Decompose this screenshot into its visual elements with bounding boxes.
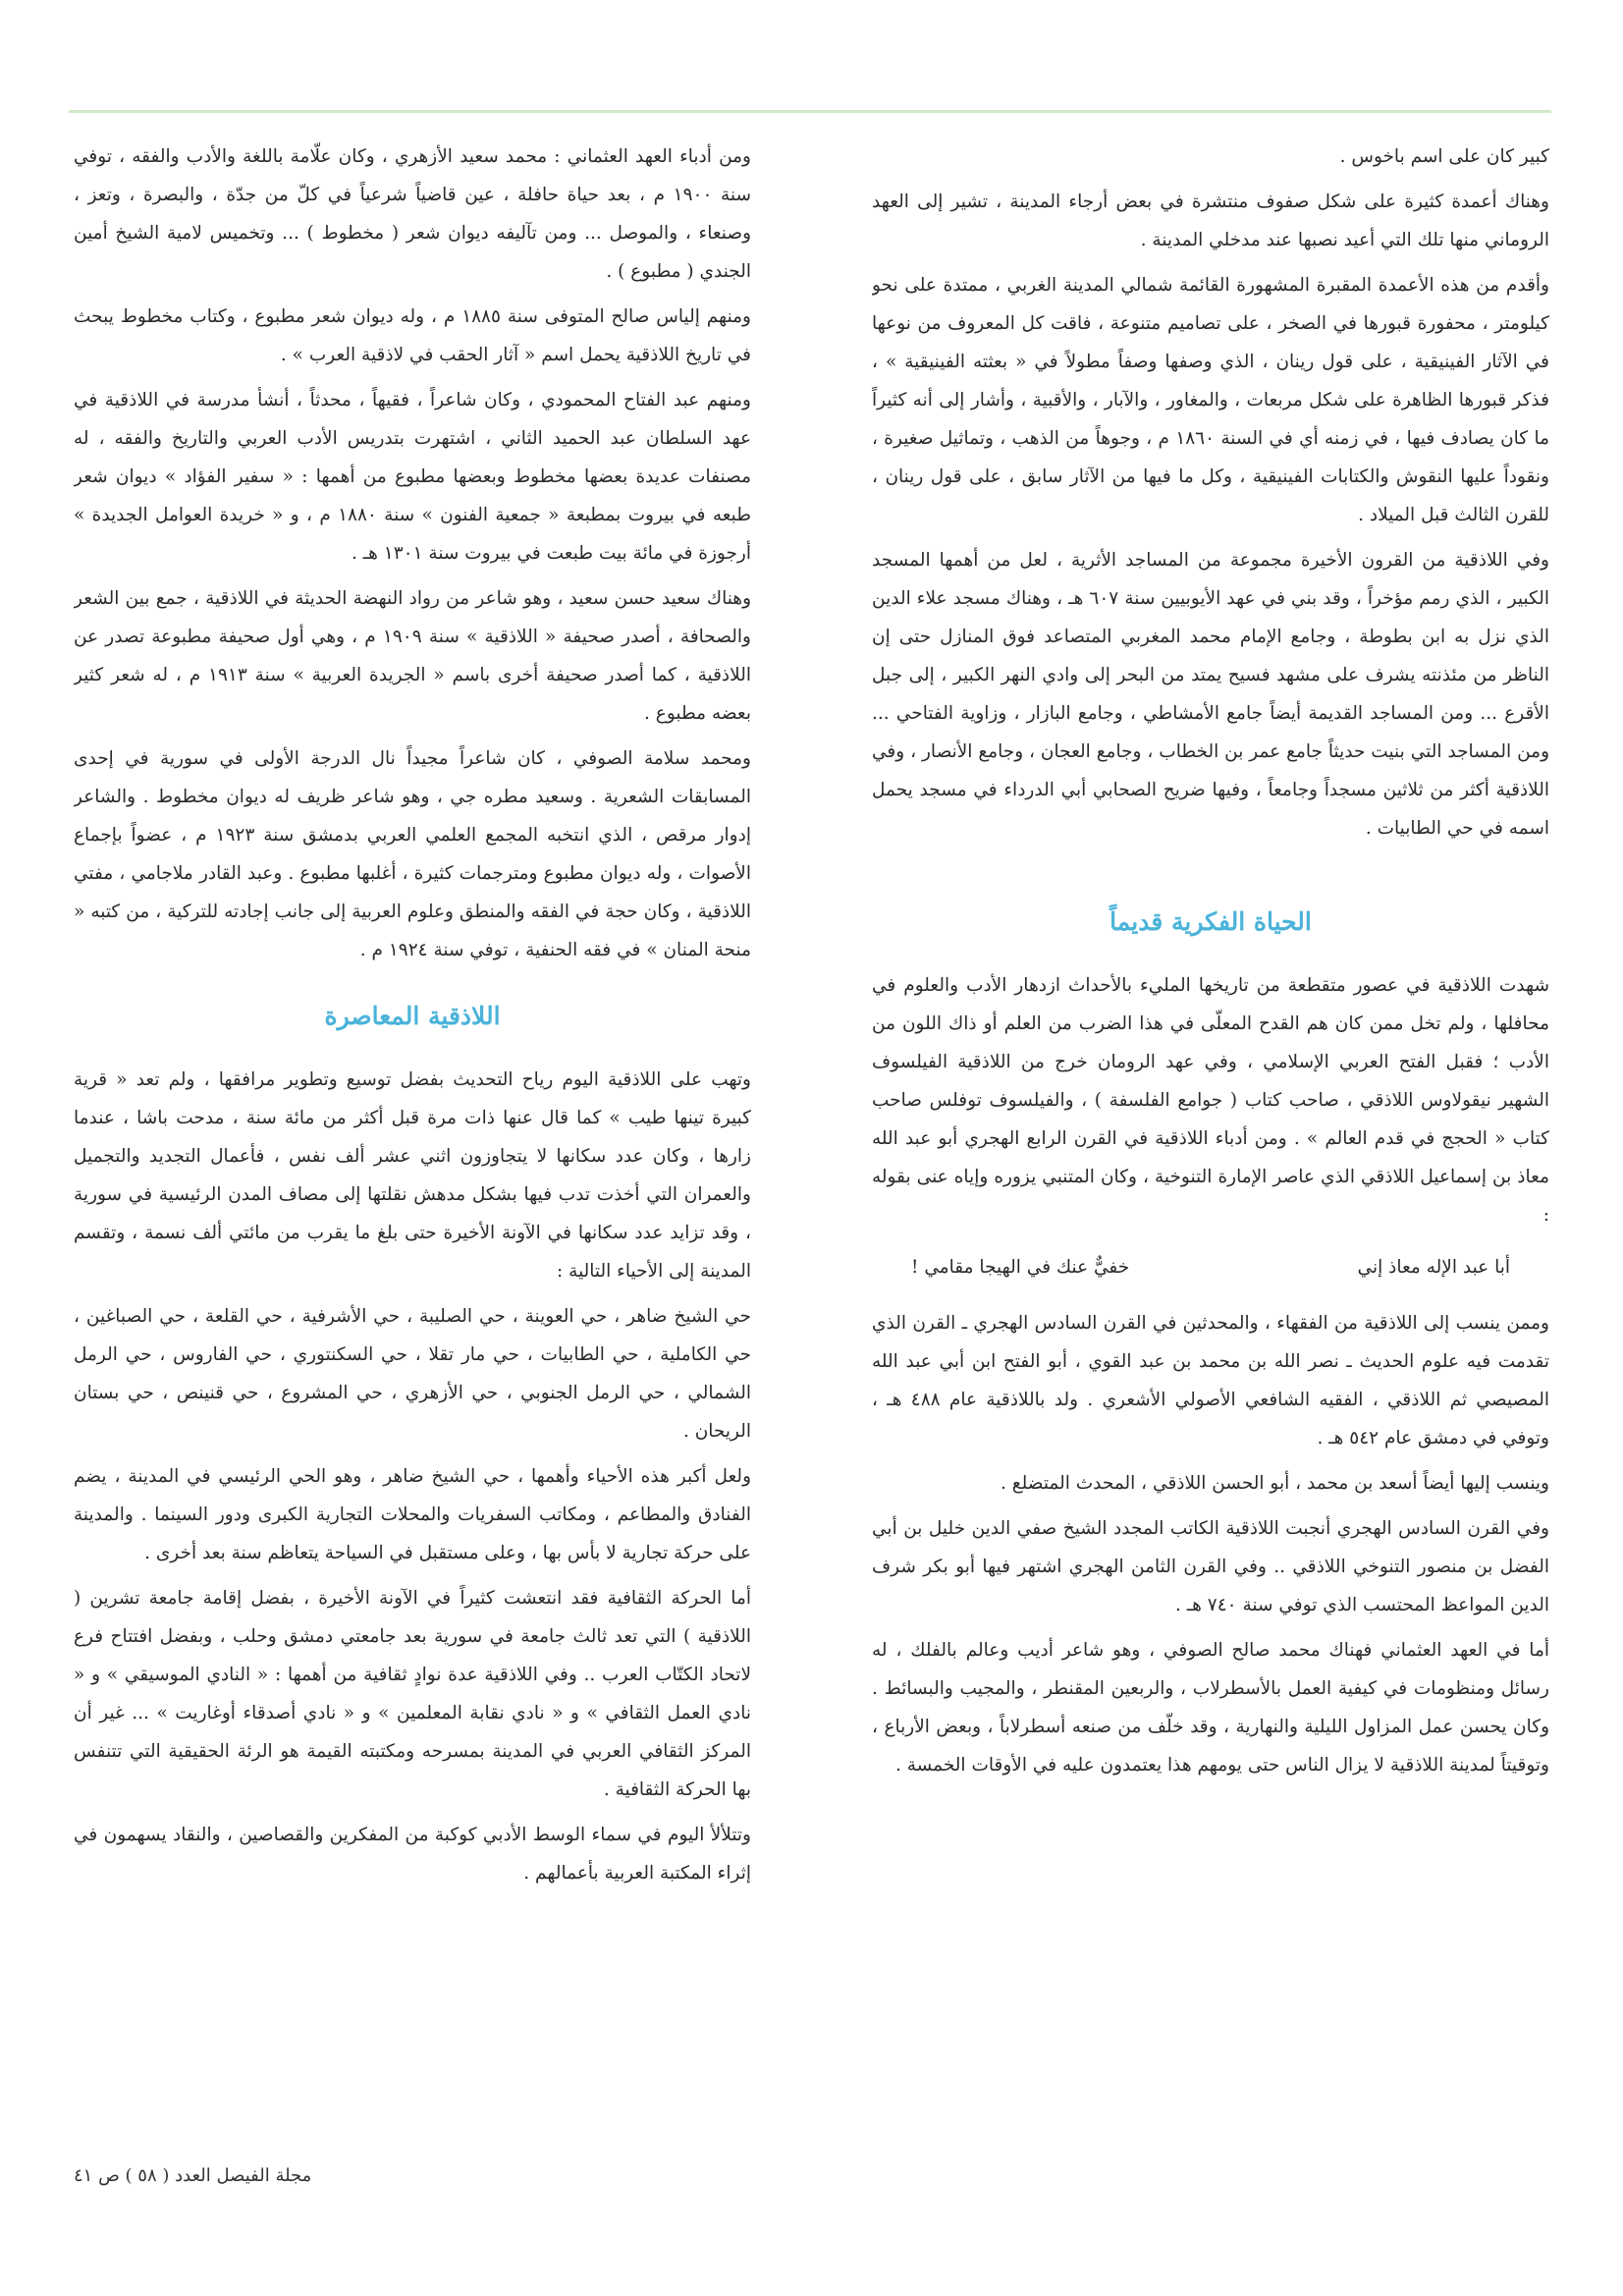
left-column xyxy=(74,137,751,2072)
paragraph: وفي اللاذقية من القرون الأخيرة مجموعة من المساجد الأثرية ، لعل من أهمها المسجد الكبير ، الذي رمم مؤخراً ، وقد بني في عهد الأيوبيين سنة ٦٠٧ هـ ، وهناك مسجد علاء الدين الذي نزل به ابن بطوطة ، وجامع الإمام محمد المغربي المتصاعد فوق المنازل حتى إن الناظر من مئذنته يشرف على مشهد فسيح يمتد من البحر إلى وادي النهر الكبير ، إلى جبل الأقرع ... ومن المساجد القديمة أيضاً جامع الأمشاطي ، وجامع البازار ، وزاوية الفتاحي ... ومن المساجد التي بنيت حديثاً جامع عمر بن الخطاب ، وجامع العجان ، وجامع الأنصار ، وفي اللاذقية أكثر من ثلاثين مسجداً وجامعاً ، وفيها ضريح الصحابي أبي الدرداء في مسجد يحمل اسمه في حي الطابيات . xyxy=(872,550,1549,839)
paragraph: وهناك أعمدة كثيرة على شكل صفوف منتشرة في بعض أرجاء المدينة ، تشير إلى العهد الروماني منها تلك التي أعيد نصبها عند مدخلي المدينة . xyxy=(872,191,1549,250)
paragraph: وتتلألأ اليوم في سماء الوسط الأدبي كوكبة من المفكرين والقصاصين ، والنقاد يسهمون في إثراء المكتبة العربية بأعمالهم . xyxy=(74,1825,751,1884)
paragraph: ومن أدباء العهد العثماني : محمد سعيد الأزهري ، وكان علّامة باللغة والأدب والفقه ، توفي سنة ١٩٠٠ م ، بعد حياة حافلة ، عين قاضياً شرعياً في كلّ من جدّة ، والبصرة ، وتعز ، وصنعاء ، والموصل ... ومن تآليفه ديوان شعر ( مخطوط ) ... وتخميس لامية الشيخ أمين الجندي ( مطبوع ) . xyxy=(74,146,751,282)
right-column xyxy=(872,137,1549,2102)
paragraph: ولعل أكبر هذه الأحياء وأهمها ، حي الشيخ ضاهر ، وهو الحي الرئيسي في المدينة ، يضم الفنادق والمطاعم ، ومكاتب السفريات والمحلات التجارية الكبرى ودور السينما . والمدينة على حركة تجارية لا بأس بها ، وعلى مستقبل في السياحة يتعاظم سنة بعد أخرى . xyxy=(74,1466,751,1563)
paragraph: ومحمد سلامة الصوفي ، كان شاعراً مجيداً نال الدرجة الأولى في سورية في إحدى المسابقات الشعرية . وسعيد مطره جي ، وهو شاعر ظريف له ديوان مخطوط . والشاعر إدوار مرقص ، الذي انتخبه المجمع العلمي العربي بدمشق سنة ١٩٢٣ م ، عضواً بإجماع الأصوات ، وله ديوان مطبوع ومترجمات كثيرة ، أغلبها مطبوع . وعبد القادر ملاجامي ، مفتي اللاذقية ، وكان حجة في الفقه والمنطق وعلوم العربية إلى جانب إجادته للتركية ، من كتبه « منحة المنان » في فقه الحنفية ، توفي سنة ١٩٢٤ م . xyxy=(74,748,751,960)
paragraph: كبير كان على اسم باخوس . xyxy=(1339,146,1549,167)
paragraph: وفي القرن السادس الهجري أنجبت اللاذقية الكاتب المجدد الشيخ صفي الدين خليل بن أبي الفضل بن منصور التنوخي اللاذقي .. وفي القرن الثامن الهجري اشتهر فيها أبو بكر شرف الدين المواعظ المحتسب الذي توفي سنة ٧٤٠ هـ . xyxy=(872,1518,1549,1615)
paragraph: وأقدم من هذه الأعمدة المقبرة المشهورة القائمة شمالي المدينة الغربي ، ممتدة على نحو كيلومتر ، محفورة قبورها في الصخر ، على تصاميم متنوعة ، فاقت كل المعروف من نوعها في الآثار الفينيقية ، على قول رينان ، الذي وصفها وصفاً مطولاً في « بعثته الفينيقية » ، فذكر قبورها الظاهرة على شكل مربعات ، والمغاور ، والآبار ، والأقبية ، وأشار إلى أنه كثيراً ما كان يصادف فيها ، في زمنه أي في السنة ١٨٦٠ م ، وجوهاً من الذهب ، وتماثيل صغيرة ، ونقوداً عليها النقوش والكتابات الفينيقية ، وكل ما فيها من الآثار سابق ، على قول رينان ، للقرن الثالث قبل الميلاد . xyxy=(872,275,1549,525)
paragraph: وتهب على اللاذقية اليوم رياح التحديث بفضل توسيع وتطوير مرافقها ، ولم تعد « قرية كبيرة تينها طيب » كما قال عنها ذات مرة قبل أكثر من مائة سنة ، مدحت باشا ، عندما زارها ، وكان عدد سكانها لا يتجاوزون اثني عشر ألف نفس ، فأعمال التجديد والتجميل والعمران التي أخذت تدب فيها بشكل مدهش نقلتها إلى مصاف المدن الرئيسية في سورية ، وقد تزايد عدد سكانها في الآونة الأخيرة حتى بلغ ما يقرب من مائتي ألف نسمة ، وتقسم المدينة إلى الأحياء التالية : xyxy=(74,1069,751,1282)
paragraph: ومنهم إلياس صالح المتوفى سنة ١٨٨٥ م ، وله ديوان شعر مطبوع ، وكتاب مخطوط يبحث في تاريخ اللاذقية يحمل اسم « آثار الحقب في لاذقية العرب » . xyxy=(74,306,751,365)
paragraph: حي الشيخ ضاهر ، حي العوينة ، حي الصليبة ، حي الأشرفية ، حي القلعة ، حي الصباغين ، حي الكاملية ، حي الطابيات ، حي مار تقلا ، حي السكنتوري ، حي الفاروس ، حي الرمل الشمالي ، حي الرمل الجنوبي ، حي الأزهري ، حي المشروع ، حي قنينص ، حي بستان الريحان . xyxy=(74,1306,751,1442)
paragraph: أما في العهد العثماني فهناك محمد صالح الصوفي ، وهو شاعر أديب وعالم بالفلك ، له رسائل ومنظومات في كيفية العمل بالأسطرلاب ، والربعين المقنطر ، والمجيب والبسائط . وكان يحسن عمل المزاول الليلية والنهارية ، وقد خلّف من صنعه أسطرلاباً ، وبعض الأرباع ، وتوقيتاً لمدينة اللاذقية لا يزال الناس حتى يومهم هذا يعتمدون عليه في الأوقات الخمسة . xyxy=(872,1640,1549,1776)
paragraph: وينسب إليها أيضاً أسعد بن محمد ، أبو الحسن اللاذقي ، المحدث المتضلع . xyxy=(1001,1473,1549,1494)
section-title-intellectual-life: الحياة الفكرية قديماً xyxy=(1109,907,1312,936)
verse-first-hemistich: أبا عبد الإله معاذ إني xyxy=(1357,1257,1510,1278)
paragraph: أما الحركة الثقافية فقد انتعشت كثيراً في الآونة الأخيرة ، بفضل إقامة جامعة تشرين ( اللاذقية ) التي تعد ثالث جامعة في سورية بعد جامعتي دمشق وحلب ، وبفضل افتتاح فرع لاتحاد الكتّاب العرب .. وفي اللاذقية عدة نوادٍ ثقافية من أهمها : « النادي الموسيقي » و « نادي العمل الثقافي » و « نادي نقابة المعلمين » و « نادي أصدقاء أوغاريت » ... غير أن المركز الثقافي العربي في المدينة بمسرحه ومكتبته القيمة هو الرئة الحقيقية التي تتنفس بها الحركة الثقافية . xyxy=(74,1588,751,1800)
paragraph: شهدت اللاذقية في عصور متقطعة من تاريخها المليء بالأحداث ازدهار الأدب والعلوم في محافلها ، ولم تخل ممن كان هم القدح المعلّى في هذا الضرب من العلم أو ذاك اللون من الأدب ؛ فقبل الفتح العربي الإسلامي ، وفي عهد الرومان خرج من اللاذقية الفيلسوف الشهير نيقولاوس اللاذقي ، صاحب كتاب ( جوامع الفلسفة ) ، والفيلسوف توفلس صاحب كتاب « الحجج في قدم العالم » . ومن أدباء اللاذقية في القرن الرابع الهجري أبو عبد الله معاذ بن إسماعيل اللاذقي الذي عاصر الإمارة التنوخية ، وكان المتنبي يزوره وإياه عنى بقوله : xyxy=(872,975,1549,1226)
verse-second-hemistich: خفيٌّ عنك في الهيجا مقامي ! xyxy=(911,1257,1130,1278)
poem-verse xyxy=(872,1248,1549,1286)
paragraph: ومنهم عبد الفتاح المحمودي ، وكان شاعراً ، فقيهاً ، محدثاً ، أنشأ مدرسة في اللاذقية في عهد السلطان عبد الحميد الثاني ، اشتهرت بتدريس الأدب العربي والتاريخ والفقه ، له مصنفات عديدة بعضها مخطوط وبعضها مطبوع من أهمها : « سفير الفؤاد » ديوان شعر طبعه في بيروت بمطبعة « جمعية الفنون » سنة ١٨٨٠ م ، و « خريدة العوامل الجديدة » أرجوزة في مائة بيت طبعت في بيروت سنة ١٣٠١ هـ . xyxy=(74,390,751,564)
page-footer: مجلة الفيصل العدد ( ٥٨ ) ص ٤١ xyxy=(74,2165,312,2186)
section-title-contemporary-latakia: اللاذقية المعاصرة xyxy=(324,1002,501,1030)
top-rule xyxy=(69,110,1551,113)
paragraph: وممن ينسب إلى اللاذقية من الفقهاء ، والمحدثين في القرن السادس الهجري ـ القرن الذي تقدمت فيه علوم الحديث ـ نصر الله بن محمد بن عبد القوي ، أبو الفتح ابن أبي عبد الله المصيصي ثم اللاذقي ، الفقيه الشافعي الأصولي الأشعري . ولد باللاذقية عام ٤٨٨ هـ ، وتوفي في دمشق عام ٥٤٢ هـ . xyxy=(872,1313,1549,1449)
paragraph: وهناك سعيد حسن سعيد ، وهو شاعر من رواد النهضة الحديثة في اللاذقية ، جمع بين الشعر والصحافة ، أصدر صحيفة « اللاذقية » سنة ١٩٠٩ م ، وهي أول صحيفة مطبوعة تصدر عن اللاذقية ، كما أصدر صحيفة أخرى باسم « الجريدة العربية » سنة ١٩١٣ م ، له شعر كثير بعضه مطبوع . xyxy=(74,588,751,724)
